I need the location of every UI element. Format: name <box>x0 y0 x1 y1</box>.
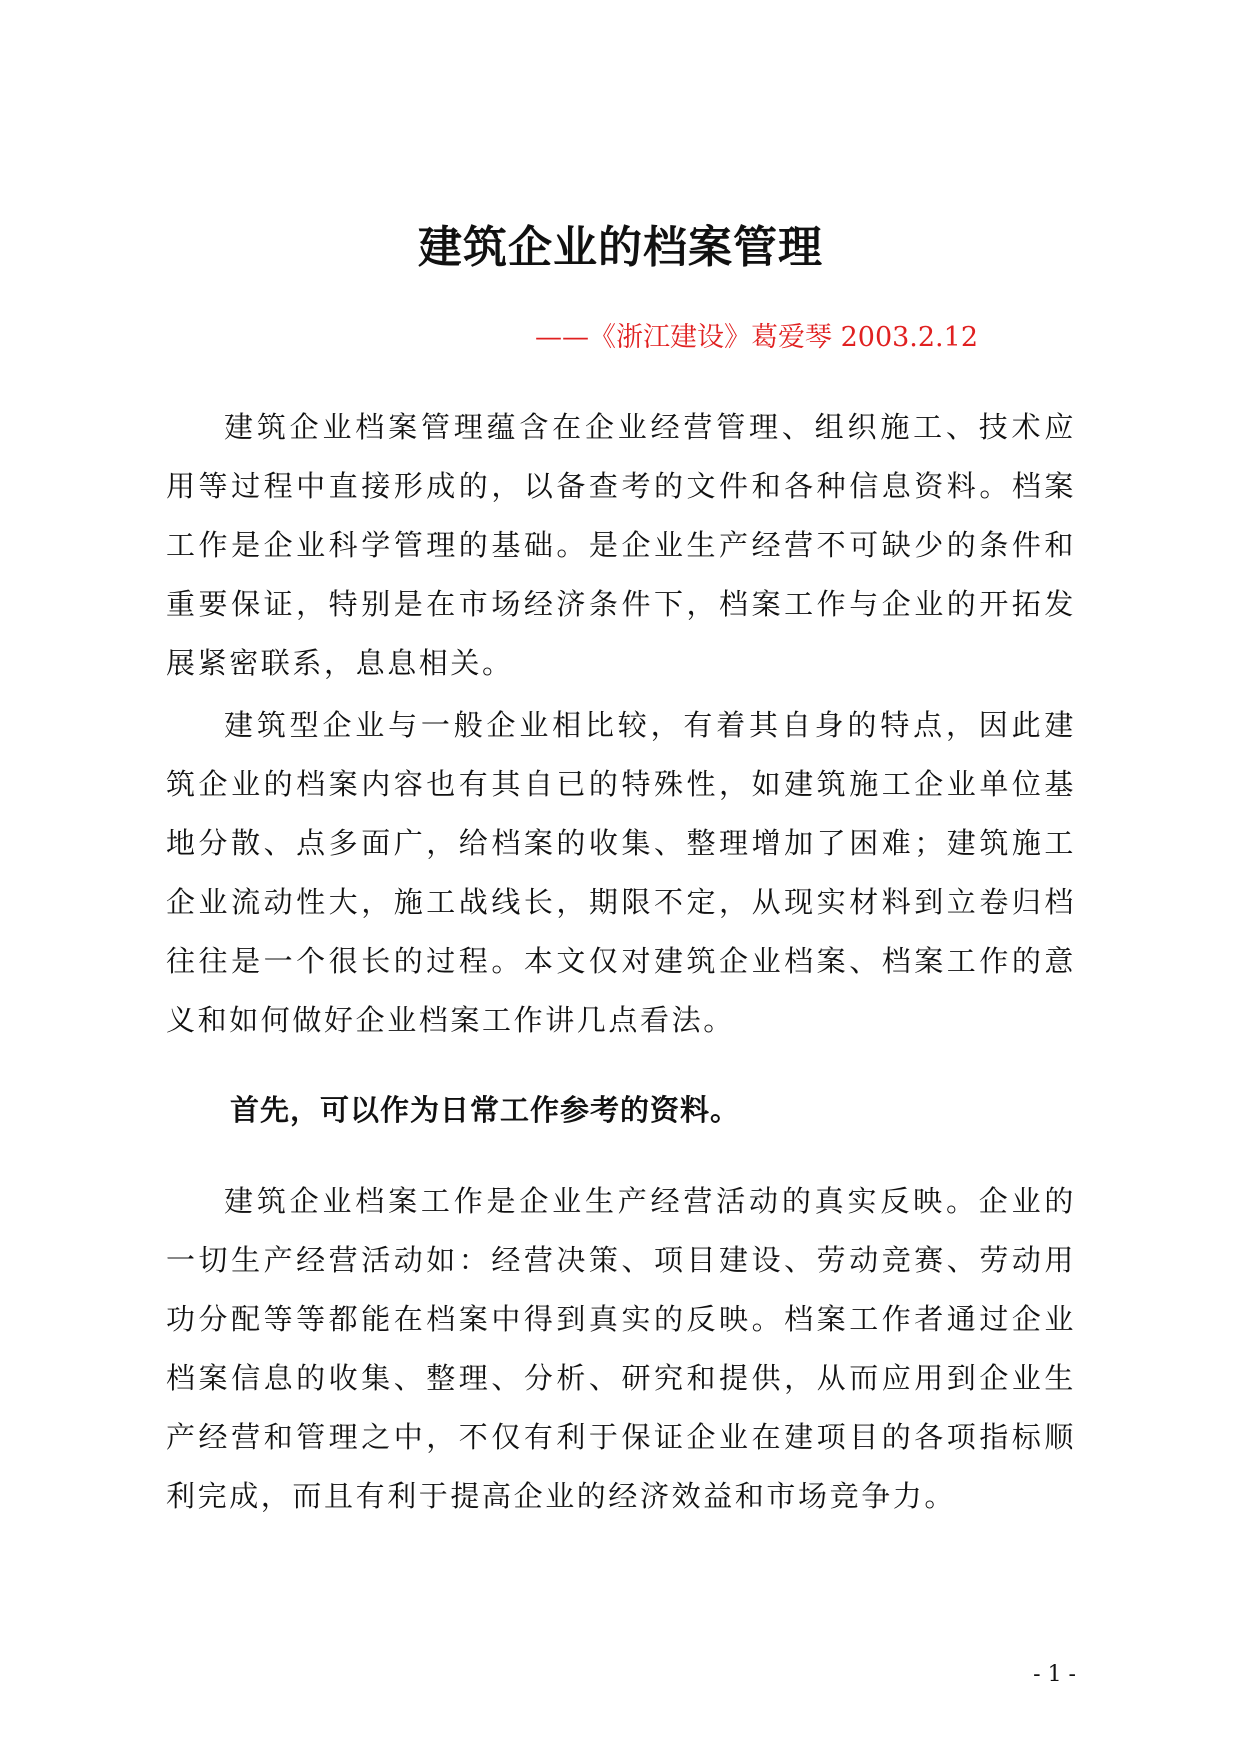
document-byline: ——《浙江建设》葛爱琴 2003.2.12 <box>535 322 978 353</box>
page-number: - 1 - <box>1033 1662 1076 1687</box>
paragraph-text: 建筑企业档案管理蕴含在企业经营管理、组织施工、技术应用等过程中直接形成的，以备查考的文件和各种信息资料。档案工作是企业科学管理的基础。是企业生产经营不可缺少的条件和重要保证，特别是在市场经济条件下，档案工作与企业的开拓发展紧密联系，息息相关。 <box>166 410 1076 680</box>
paragraph-text: 建筑型企业与一般企业相比较，有着其自身的特点，因此建筑企业的档案内容也有其自已的特殊性，如建筑施工企业单位基地分散、点多面广，给档案的收集、整理增加了困难；建筑施工企业流动性大，施工战线长，期限不定，从现实材料到立卷归档往往是一个很长的过程。本文仅对建筑企业档案、档案工作的意义和如何做好企业档案工作讲几点看法。 <box>166 708 1076 1037</box>
section-heading: 首先，可以作为日常工作参考的资料。 <box>230 1093 741 1127</box>
body-paragraph-3 <box>166 1172 1076 1526</box>
document-title: 建筑企业的档案管理 <box>418 222 823 273</box>
body-paragraph-1 <box>166 398 1076 693</box>
body-paragraph-2 <box>166 696 1076 1050</box>
paragraph-text: 建筑企业档案工作是企业生产经营活动的真实反映。企业的一切生产经营活动如：经营决策、项目建设、劳动竞赛、劳动用功分配等等都能在档案中得到真实的反映。档案工作者通过企业档案信息的收集、整理、分析、研究和提供，从而应用到企业生产经营和管理之中，不仅有利于保证企业在建项目的各项指标顺利完成，而且有利于提高企业的经济效益和市场竞争力。 <box>166 1184 1076 1513</box>
